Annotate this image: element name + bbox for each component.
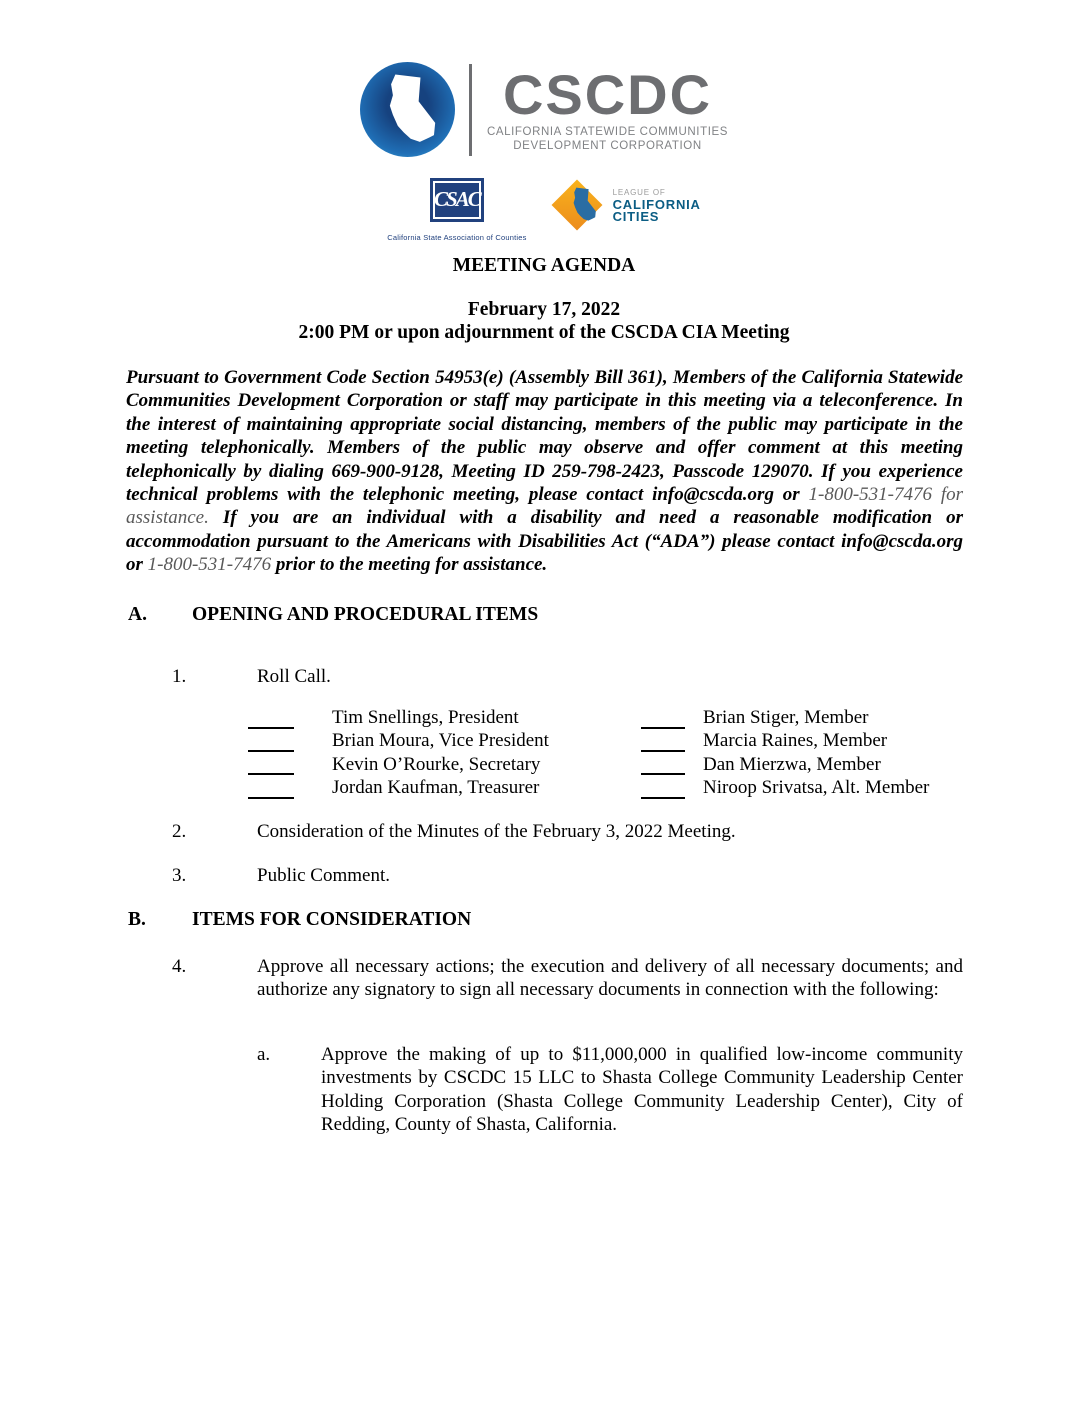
roll-blank-line xyxy=(248,759,294,775)
roll-name: Dan Mierzwa, Member xyxy=(703,753,881,775)
csac-logo xyxy=(387,178,526,249)
notice-phone1: 1-800-531-7476 for assistance. xyxy=(126,484,963,529)
roll-call-row xyxy=(248,753,929,776)
league-line3: CITIES xyxy=(612,209,660,224)
logo-text-block xyxy=(486,62,729,153)
roll-blank-line xyxy=(641,783,685,799)
league-california-icon xyxy=(567,181,597,229)
california-globe-icon xyxy=(360,62,455,157)
section-b-title: ITEMS FOR CONSIDERATION xyxy=(192,909,472,930)
csac-caption: California State Association of Counties xyxy=(387,233,527,242)
item-4-text: Approve all necessary actions; the execution and delivery of all necessary documents; and authorize any signatory to sign all necessary documents in connection with the following: xyxy=(257,956,963,1001)
csac-box-icon xyxy=(430,178,484,222)
agenda-item-3 xyxy=(172,864,963,887)
meeting-datetime xyxy=(0,298,1088,344)
tagline-line1: CALIFORNIA STATEWIDE COMMUNITIES xyxy=(486,125,729,138)
item-4a-text: Approve the making of up to $11,000,000 in qualified low-income community investments by CSCDC 15 LLC to Shasta College Community Leadership Center Holding Corporation (Shasta College Community Leadership Center), City of Redding, County of Shasta, California. xyxy=(321,1044,963,1136)
roll-call-row xyxy=(248,776,929,799)
roll-name: Marcia Raines, Member xyxy=(703,730,888,752)
roll-call-row xyxy=(248,729,929,752)
roll-name: Tim Snellings, President xyxy=(332,707,519,728)
meeting-agenda-title: MEETING AGENDA xyxy=(452,255,636,276)
csac-acronym: CSAC xyxy=(434,187,480,212)
league-line2: CALIFORNIA xyxy=(612,197,701,212)
roll-call-row xyxy=(248,706,929,729)
logo-divider xyxy=(469,64,472,156)
agenda-item-4 xyxy=(172,955,963,1002)
notice-seg3: If you are an individual with a disability and need a reasonable modification or accommodation pursuant to the Americans with Disabilities Act (“ADA”) please contact info@cscda.org or xyxy=(126,507,963,576)
section-a-letter: A. xyxy=(128,604,147,625)
notice-phone2a: 1-800-531- xyxy=(147,554,234,576)
roll-name: Brian Stiger, Member xyxy=(703,707,869,728)
item-1-text: Roll Call. xyxy=(257,666,331,687)
item-4a-letter: a. xyxy=(257,1044,271,1065)
roll-blank-line xyxy=(248,783,294,799)
cscdc-wordmark: CSCDC xyxy=(502,62,713,126)
notice-seg6: prior to the meeting for assistance. xyxy=(271,554,548,576)
item-1-number: 1. xyxy=(172,666,187,687)
meeting-time-line: 2:00 PM or upon adjournment of the CSCDA CIA Meeting xyxy=(298,322,790,343)
league-text-block xyxy=(613,187,701,223)
meeting-date: February 17, 2022 xyxy=(467,299,621,320)
partner-logos xyxy=(0,178,1088,249)
item-4-number: 4. xyxy=(172,956,187,977)
tagline-line2: DEVELOPMENT CORPORATION xyxy=(513,139,702,152)
league-of-california-cities-logo xyxy=(553,178,701,230)
cscdc-tagline xyxy=(487,125,728,153)
cscdc-logo xyxy=(0,62,1088,157)
roll-blank-line xyxy=(641,713,685,729)
item-3-number: 3. xyxy=(172,865,187,886)
section-a-title: OPENING AND PROCEDURAL ITEMS xyxy=(192,604,539,625)
league-line1: LEAGUE OF xyxy=(612,188,666,197)
item-3-text: Public Comment. xyxy=(257,865,390,886)
section-b-letter: B. xyxy=(128,909,146,930)
roll-blank-line xyxy=(248,736,294,752)
item-2-number: 2. xyxy=(172,821,187,842)
roll-name: Brian Moura, Vice President xyxy=(332,730,549,752)
agenda-item-1 xyxy=(172,665,963,688)
roll-name: Kevin O’Rourke, Secretary xyxy=(332,753,541,775)
notice-seg1: Pursuant to Government Code Section 54953(e) (Assembly Bill 361), Members of the California Statewide Communities Development Corporation or staff may participate in this meeting via a teleconference. In the interest of maintaining appropriate social distancing, members of the public may participate in the meeting telephonically. Members of the public may observe and offer comment at this meeting telephonically by dialing 669-900-9128, Meeting ID 259-798-2423, Passcode 129070. If you experience technical problems with the telephonic meeting, please contact info@cscda.org or xyxy=(126,367,963,506)
notice-phone2b: 7476 xyxy=(233,554,272,576)
roll-call-list xyxy=(248,706,929,800)
roll-blank-line xyxy=(248,713,294,729)
california-silhouette-icon xyxy=(376,72,438,148)
roll-name: Jordan Kaufman, Treasurer xyxy=(332,777,540,799)
agenda-item-2 xyxy=(172,820,963,843)
roll-blank-line xyxy=(641,759,685,775)
teleconference-notice xyxy=(126,366,963,577)
league-diamond-icon xyxy=(553,180,605,230)
section-b-heading xyxy=(128,908,471,931)
item-2-text: Consideration of the Minutes of the February 3, 2022 Meeting. xyxy=(257,821,736,842)
section-a-heading xyxy=(128,603,538,626)
roll-name: Niroop Srivatsa, Alt. Member xyxy=(703,777,930,799)
roll-blank-line xyxy=(641,736,685,752)
agenda-item-4a xyxy=(257,1043,963,1137)
